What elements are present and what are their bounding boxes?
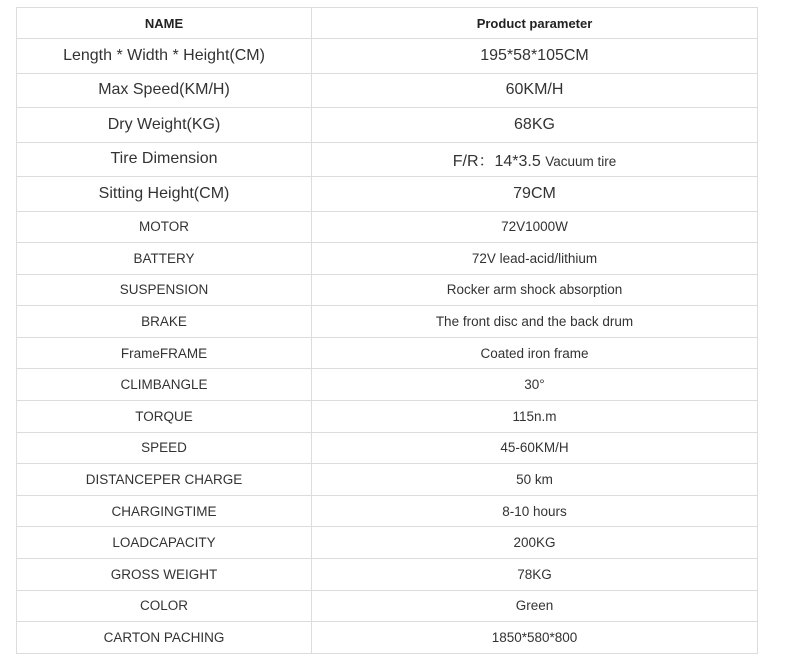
param-name: CARTON PACHING (17, 622, 312, 654)
column-header-name: NAME (17, 8, 312, 39)
table-row (17, 243, 758, 275)
param-value: 72V lead-acid/lithium (312, 243, 758, 275)
param-name: CLIMBANGLE (17, 369, 312, 401)
param-value: Coated iron frame (312, 337, 758, 369)
table-row (17, 432, 758, 464)
table-row (17, 559, 758, 591)
table-header-row (17, 8, 758, 39)
param-name: Dry Weight(KG) (17, 108, 312, 143)
table-row (17, 401, 758, 433)
param-value: The front disc and the back drum (312, 306, 758, 338)
param-value: 195*58*105CM (312, 39, 758, 74)
table-row (17, 495, 758, 527)
spec-table (16, 7, 758, 654)
param-value: 50 km (312, 464, 758, 496)
param-name: COLOR (17, 590, 312, 622)
param-value: Green (312, 590, 758, 622)
param-name: BATTERY (17, 243, 312, 275)
table-row (17, 369, 758, 401)
param-value: 200KG (312, 527, 758, 559)
param-name: DISTANCEPER CHARGE (17, 464, 312, 496)
param-value: 8-10 hours (312, 495, 758, 527)
param-value: 78KG (312, 559, 758, 591)
table-row (17, 108, 758, 143)
table-row (17, 622, 758, 654)
table-row (17, 274, 758, 306)
param-value: 30° (312, 369, 758, 401)
table-row (17, 590, 758, 622)
param-name: SUSPENSION (17, 274, 312, 306)
param-name: SPEED (17, 432, 312, 464)
table-row (17, 306, 758, 338)
param-name: BRAKE (17, 306, 312, 338)
table-row (17, 211, 758, 243)
param-value: 68KG (312, 108, 758, 143)
param-value: 45-60KM/H (312, 432, 758, 464)
param-name: MOTOR (17, 211, 312, 243)
param-value: 72V1000W (312, 211, 758, 243)
table-row (17, 177, 758, 212)
table-row (17, 464, 758, 496)
param-value: 60KM/H (312, 73, 758, 108)
param-value (312, 142, 758, 177)
param-value: 115n.m (312, 401, 758, 433)
param-name: Length * Width * Height(CM) (17, 39, 312, 74)
table-row (17, 337, 758, 369)
param-value: 1850*580*800 (312, 622, 758, 654)
tire-type: Vacuum tire (545, 153, 617, 169)
param-name: FrameFRAME (17, 337, 312, 369)
param-name: CHARGINGTIME (17, 495, 312, 527)
table-row (17, 142, 758, 177)
param-name: GROSS WEIGHT (17, 559, 312, 591)
table-row (17, 73, 758, 108)
param-name: Max Speed(KM/H) (17, 73, 312, 108)
param-name: Sitting Height(CM) (17, 177, 312, 212)
param-value: 79CM (312, 177, 758, 212)
table-row (17, 527, 758, 559)
table-row (17, 39, 758, 74)
param-value: Rocker arm shock absorption (312, 274, 758, 306)
tire-size: F/R：14*3.5 (452, 152, 541, 170)
param-name: LOADCAPACITY (17, 527, 312, 559)
param-name: TORQUE (17, 401, 312, 433)
column-header-value: Product parameter (312, 8, 758, 39)
param-name: Tire Dimension (17, 142, 312, 177)
